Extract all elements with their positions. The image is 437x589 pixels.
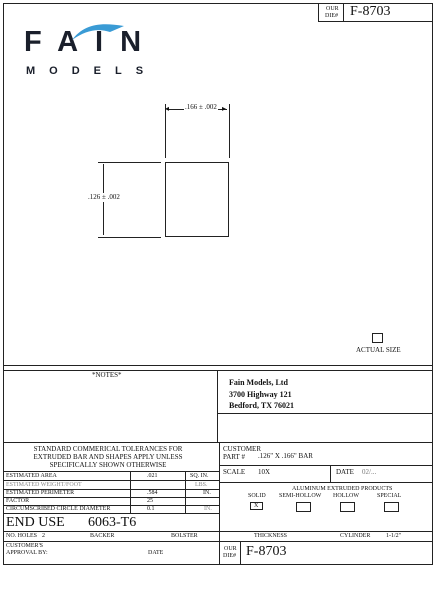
tolerances-note: STANDARD COMMERICAL TOLERANCES FOR EXTRUDED BAR AND SHAPES APPLY UNLESS SPECIFICALLY SHOWN OTHERWISE bbox=[33, 445, 183, 469]
footer-die-number: F-8703 bbox=[246, 544, 287, 559]
date-label: DATE bbox=[336, 468, 354, 476]
spec-value-area: .021 bbox=[147, 473, 158, 479]
no-holes-label: NO. HOLES bbox=[6, 533, 37, 539]
spec-label-circle: CIRCUMSCRIBED CIRCLE DIAMETER bbox=[6, 506, 111, 512]
date-value: 02/... bbox=[362, 468, 377, 476]
spec-unit-perimeter: IN. bbox=[203, 490, 211, 496]
semi-hollow-checkbox[interactable] bbox=[296, 502, 311, 512]
option-special: SPECIAL bbox=[377, 493, 402, 499]
spec-label-weight: ESTIMATED WEIGHT/FOOT bbox=[6, 482, 82, 488]
header-die-number: F-8703 bbox=[350, 4, 391, 19]
spec-unit-weight: LBS. bbox=[195, 482, 208, 488]
aluminum-title: ALUMINUM EXTRUDED PRODUCTS bbox=[292, 486, 393, 492]
customer-label: CUSTOMER bbox=[223, 445, 261, 453]
scale-label: SCALE bbox=[223, 468, 246, 476]
backer-label: BACKER bbox=[90, 533, 115, 539]
option-semi-hollow: SEMI-HOLLOW bbox=[279, 493, 322, 499]
spec-unit-circle: IN. bbox=[204, 506, 212, 512]
swoosh-icon bbox=[70, 22, 126, 42]
spec-unit-area: SQ. IN. bbox=[190, 473, 209, 479]
part-label: PART # bbox=[223, 453, 245, 461]
hollow-checkbox[interactable] bbox=[340, 502, 355, 512]
solid-checkbox[interactable] bbox=[250, 502, 263, 510]
special-checkbox[interactable] bbox=[384, 502, 399, 512]
solid-check-mark: X bbox=[254, 503, 259, 509]
part-value: .126" X .166" BAR bbox=[258, 452, 313, 460]
end-use-label: END USE bbox=[6, 515, 65, 530]
spec-value-factor: 25 bbox=[147, 498, 153, 504]
fain-logo bbox=[24, 28, 169, 80]
footer-our-label: OUR bbox=[224, 546, 237, 552]
spec-label-area: ESTIMATED AREA bbox=[6, 473, 57, 479]
header-our-label: OUR bbox=[326, 6, 339, 12]
spec-value-perimeter: .584 bbox=[147, 490, 158, 496]
no-holes-value: 2 bbox=[42, 533, 45, 539]
spec-value-circle: 0.1 bbox=[147, 506, 155, 512]
notes-label: *NOTES* bbox=[92, 371, 122, 379]
thickness-label: THICKNESS bbox=[254, 533, 288, 539]
spec-label-factor: FACTOR bbox=[6, 498, 30, 504]
end-use-value: 6063-T6 bbox=[88, 515, 137, 530]
option-hollow: HOLLOW bbox=[333, 493, 359, 499]
approval-date-label: DATE bbox=[148, 550, 164, 556]
logo-brand: FAIN bbox=[24, 26, 159, 58]
logo-sub: MODELS bbox=[26, 65, 158, 77]
footer-die-label: DIE# bbox=[223, 553, 236, 559]
actual-size-label: ACTUAL SIZE bbox=[356, 346, 401, 354]
option-solid: SOLID bbox=[248, 493, 266, 499]
scale-value: 10X bbox=[258, 468, 271, 476]
company-street: 3700 Highway 121 bbox=[229, 390, 292, 399]
company-name: Fain Models, Ltd bbox=[229, 378, 288, 387]
header-die-label: DIE# bbox=[325, 13, 338, 19]
cylinder-label: CYLINDER bbox=[340, 533, 371, 539]
approval-label-2: APPROVAL BY: bbox=[6, 550, 48, 556]
spec-label-perimeter: ESTIMATED PERIMETER bbox=[6, 490, 75, 496]
company-city: Bedford, TX 76021 bbox=[229, 401, 294, 410]
cylinder-value: 1-1/2" bbox=[386, 533, 402, 539]
approval-label-1: CUSTOMER'S bbox=[6, 543, 43, 549]
width-dimension: .166 ± .002 bbox=[185, 103, 217, 111]
actual-size-box bbox=[372, 333, 383, 343]
bar-profile bbox=[165, 162, 229, 237]
bolster-label: BOLSTER bbox=[171, 533, 198, 539]
height-dimension: .126 ± .002 bbox=[88, 193, 120, 201]
